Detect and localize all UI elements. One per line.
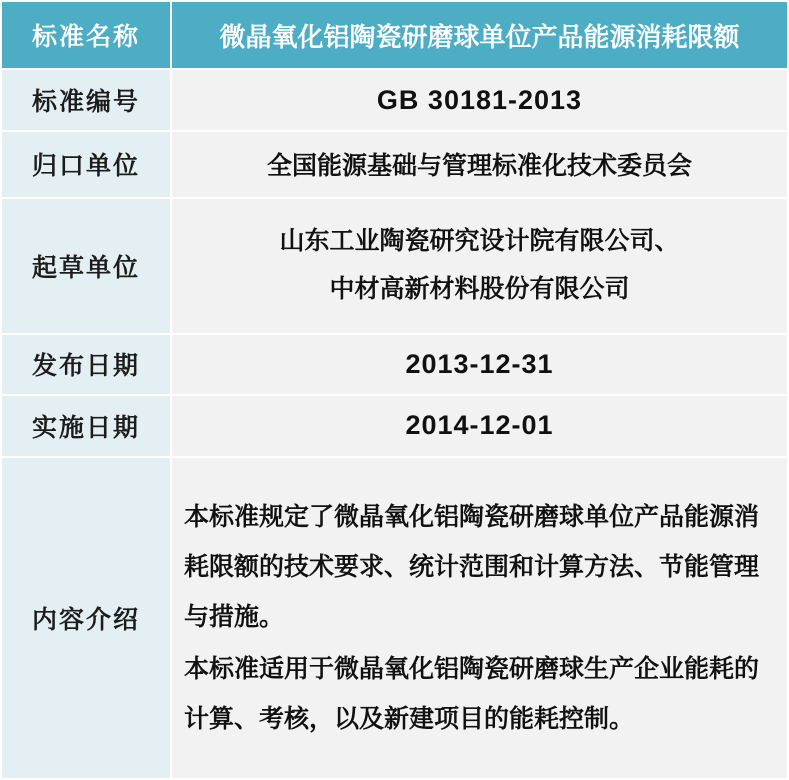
row-value-standard-name: 微晶氧化铝陶瓷研磨球单位产品能源消耗限额 bbox=[171, 1, 788, 69]
row-value-drafting-unit bbox=[171, 198, 788, 334]
table-row-standard-name bbox=[1, 1, 788, 69]
row-label-implement-date: 实施日期 bbox=[1, 395, 171, 456]
row-label-drafting-unit: 起草单位 bbox=[1, 198, 171, 334]
row-value-implement-date: 2014-12-01 bbox=[171, 395, 788, 456]
row-value-standard-code: GB 30181-2013 bbox=[171, 69, 788, 130]
row-label-standard-name: 标准名称 bbox=[1, 1, 171, 69]
table-row-standard-code bbox=[1, 69, 788, 130]
row-label-standard-code: 标准编号 bbox=[1, 69, 171, 130]
content-intro-paragraph-2: 本标准适用于微晶氧化铝陶瓷研磨球生产企业能耗的计算、考核，以及新建项目的能耗控制。 bbox=[184, 654, 760, 733]
table-row-managing-unit bbox=[1, 131, 788, 198]
table-row-publish-date bbox=[1, 334, 788, 395]
row-value-content-intro bbox=[171, 457, 788, 779]
table-row-content-intro bbox=[1, 457, 788, 779]
drafting-unit-line-2: 中材高新材料股份有限公司 bbox=[329, 274, 630, 303]
row-value-publish-date: 2013-12-31 bbox=[171, 334, 788, 395]
row-label-managing-unit: 归口单位 bbox=[1, 131, 171, 198]
row-label-publish-date: 发布日期 bbox=[1, 334, 171, 395]
table-row-drafting-unit bbox=[1, 198, 788, 334]
content-intro-paragraph-1: 本标准规定了微晶氧化铝陶瓷研磨球单位产品能源消耗限额的技术要求、统计范围和计算方法、节能管理与措施。 bbox=[184, 502, 760, 631]
row-label-content-intro: 内容介绍 bbox=[1, 457, 171, 779]
drafting-unit-line-1: 山东工业陶瓷研究设计院有限公司、 bbox=[279, 227, 680, 256]
row-value-managing-unit: 全国能源基础与管理标准化技术委员会 bbox=[171, 131, 788, 198]
table-row-implement-date bbox=[1, 395, 788, 456]
